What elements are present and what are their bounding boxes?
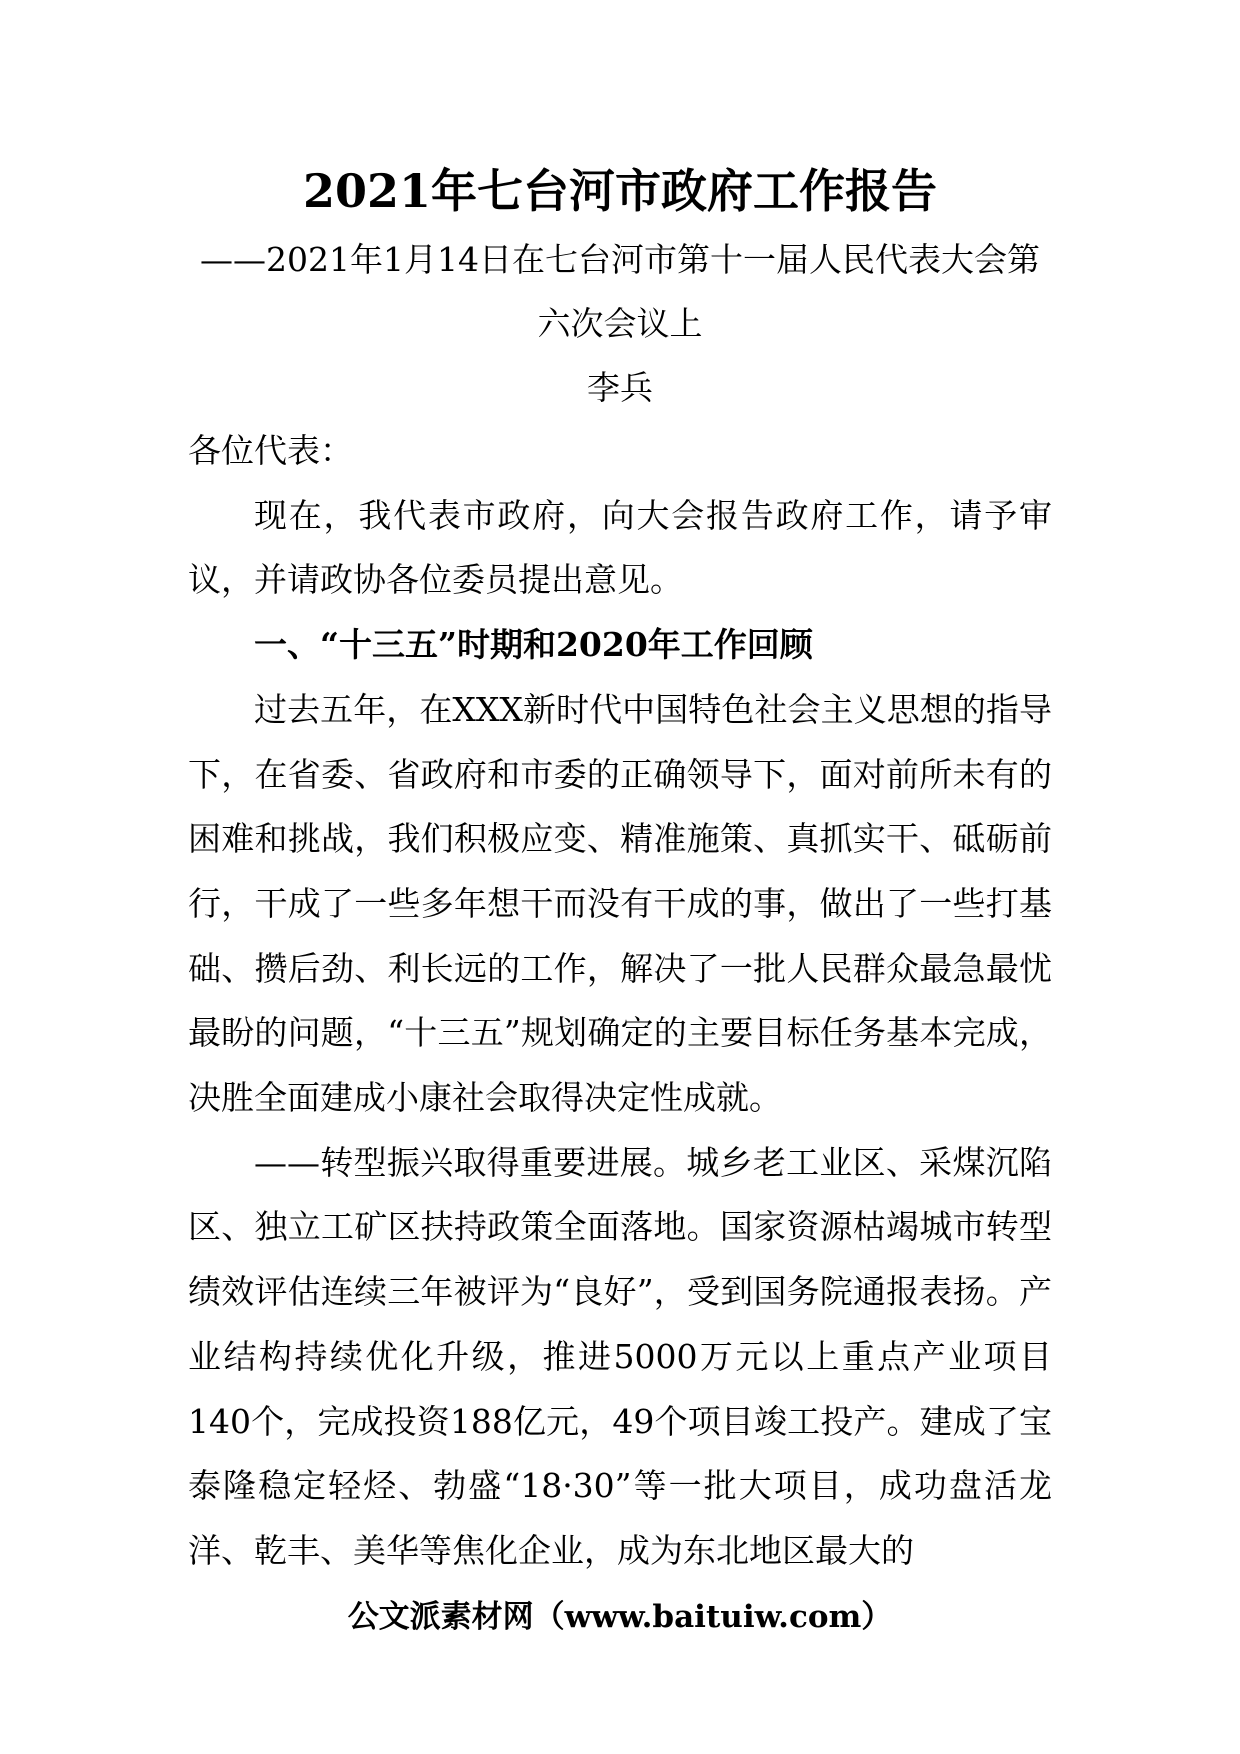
document-body bbox=[188, 419, 1052, 1584]
document-title: 2021年七台河市政府工作报告 bbox=[302, 164, 938, 218]
document-subtitle: ——2021年1月14日在七台河市第十一届人民代表大会第六次会议上 bbox=[200, 240, 1040, 343]
salutation: 各位代表： bbox=[188, 431, 353, 470]
paragraph-transformation: ——转型振兴取得重要进展。城乡老工业区、采煤沉陷区、独立工矿区扶持政策全面落地。国家资源枯竭城市转型绩效评估连续三年被评为“良好”，受到国务院通报表扬。产业结构持续优化升级，推进5000万元以上重点产业项目140个，完成投资188亿元，49个项目竣工投产。建成了宝泰隆稳定轻烃、勃盛“18·30”等一批大项目，成功盘活龙洋、乾丰、美华等焦化企业，成为东北地区最大的 bbox=[188, 1142, 1052, 1570]
footer-watermark: 公文派素材网（www.baituiw.com） bbox=[347, 1599, 893, 1635]
document-author: 李兵 bbox=[587, 368, 653, 407]
paragraph-review: 过去五年，在XXX新时代中国特色社会主义思想的指导下，在省委、省政府和市委的正确领导下，面对前所未有的困难和挑战，我们积极应变、精准施策、真抓实干、砥砺前行，干成了一些多年想干而没有干成的事，做出了一些打基础、攒后劲、利长远的工作，解决了一批人民群众最急最忧最盼的问题，“十三五”规划确定的主要目标任务基本完成，决胜全面建成小康社会取得决定性成就。 bbox=[188, 689, 1052, 1118]
paragraph-intro: 现在，我代表市政府，向大会报告政府工作，请予审议，并请政协各位委员提出意见。 bbox=[188, 495, 1052, 600]
section-heading: 一、“十三五”时期和2020年工作回顾 bbox=[254, 625, 813, 665]
